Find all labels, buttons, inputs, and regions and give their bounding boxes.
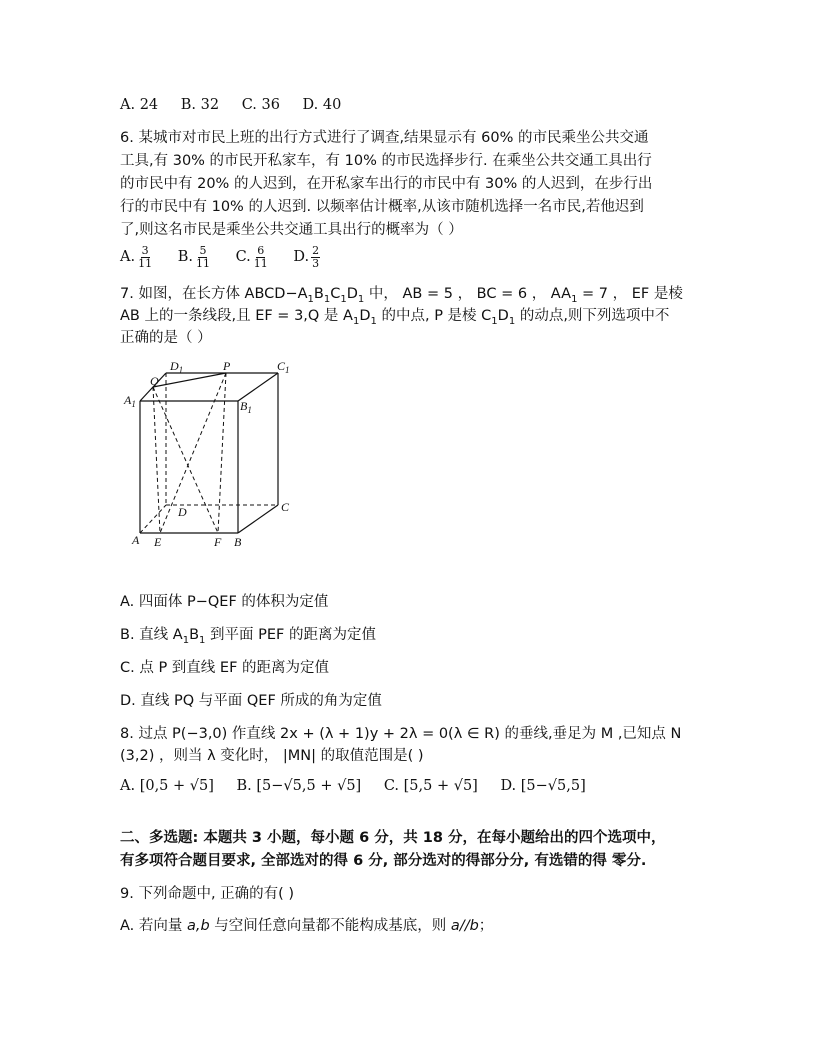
cuboid-figure <box>122 355 302 555</box>
q7-option-b: B. 直线 $A_1B_1$ 到平面 PEF 的距离为定值 <box>120 627 376 646</box>
fraction: $\frac{2}{3}$ <box>312 243 320 270</box>
q6-option-b: B. $\frac{5}{11}$ <box>177 243 210 270</box>
q6-line-5: 了,则这名市民是乘坐公共交通工具出行的概率为（ ） <box>120 222 463 238</box>
section2-line-2: 有多项符合题目要求, 全部选对的得 6 分, 部分选对的得部分分, 有选错的得 零分. <box>120 853 647 869</box>
label-f: F <box>214 535 222 549</box>
label-e: E <box>154 535 162 549</box>
fraction: $\frac{3}{11}$ <box>138 243 153 270</box>
q5-option-a: A. 24 <box>120 97 159 113</box>
q7-line-3: 正确的是（ ） <box>120 330 212 346</box>
q8-options <box>120 776 604 796</box>
q5-option-c: C. 36 <box>241 97 280 113</box>
q8-line-1: 8. 过点 P(−3,0) 作直线 2x + (λ + 1)y + 2λ = 0(λ ∈ R) 的垂线,垂足为 M ,已知点 N <box>120 726 682 742</box>
q7-option-c: C. 点 P 到直线 EF 的距离为定值 <box>120 660 330 676</box>
label-d1: $D_1$ <box>170 359 184 375</box>
q9-stem: 9. 下列命题中, 正确的有( ) <box>120 886 295 902</box>
q5-option-d: D. 40 <box>302 97 342 113</box>
label-a: A <box>132 533 140 547</box>
q8-option-d: D. [5−√5,5] <box>500 778 586 794</box>
q7-option-d: D. 直线 PQ 与平面 QEF 所成的角为定值 <box>120 693 382 709</box>
q7-option-a: A. 四面体 P−QEF 的体积为定值 <box>120 594 329 610</box>
segment-pe <box>160 373 226 533</box>
q6-option-d: D. $\frac{2}{3}$ <box>293 243 320 270</box>
q6-options <box>120 243 340 271</box>
label-c1: $C_1$ <box>277 359 290 375</box>
q8-option-c: C. [5,5 + √5] <box>383 778 478 794</box>
segment-pf <box>218 373 226 533</box>
q7-line-1: 7. 如图，在长方体 $ABCD-A_1B_1C_1D_1$ 中， AB = 5 ， BC = 6 ， $AA_1 = 7$ ， EF 是棱 <box>120 286 683 305</box>
label-a1: $A_1$ <box>124 393 136 409</box>
q6-option-c: C. $\frac{6}{11}$ <box>235 243 268 270</box>
label-p: P <box>223 359 231 373</box>
segment-qe <box>153 387 160 533</box>
q8-option-a: A. [0,5 + √5] <box>120 778 214 794</box>
q6-line-4: 行的市民中有 10% 的人迟到. 以频率估计概率,从该市随机选择一名市民,若他迟到 <box>120 199 644 215</box>
label-b1: $B_1$ <box>240 399 252 415</box>
vector-parallel: a//b <box>450 918 479 934</box>
q8-option-b: B. [5−√5,5 + √5] <box>236 778 362 794</box>
q5-options <box>120 95 359 115</box>
q6-option-a: A. $\frac{3}{11}$ <box>120 243 153 270</box>
label-q: Q <box>150 374 159 388</box>
q6-line-3: 的市民中有 20% 的人迟到，在开私家车出行的市民中有 30% 的人迟到，在步行出 <box>120 176 653 192</box>
vector-ab: a,b <box>187 918 210 934</box>
fraction: $\frac{6}{11}$ <box>253 243 268 270</box>
label-d: D <box>178 505 187 519</box>
edge-b1c1 <box>238 373 278 401</box>
label-c: C <box>281 500 290 514</box>
q6-line-1: 6. 某城市对市民上班的出行方式进行了调查,结果显示有 60% 的市民乘坐公共交通 <box>120 130 649 146</box>
q5-option-b: B. 32 <box>180 97 220 113</box>
q8-line-2: (3,2) ，则当 λ 变化时， |MN| 的取值范围是( ) <box>120 748 424 764</box>
q6-line-2: 工具,有 30% 的市民开私家车，有 10% 的市民选择步行. 在乘坐公共交通工具出行 <box>120 153 652 169</box>
q9-option-a: A. 若向量 a,b 与空间任意向量都不能构成基底，则 a//b； <box>120 918 494 934</box>
label-b: B <box>234 535 242 549</box>
fraction: $\frac{5}{11}$ <box>195 243 210 270</box>
edge-bc <box>238 505 278 533</box>
section2-line-1: 二、多选题: 本题共 3 小题，每小题 6 分，共 18 分，在每小题给出的四个选项中， <box>120 830 666 846</box>
q7-line-2: AB 上的一条线段,且 EF = 3,Q 是 $A_1D_1$ 的中点, P 是棱 $C_1D_1$ 的动点,则下列选项中不 <box>120 308 670 327</box>
